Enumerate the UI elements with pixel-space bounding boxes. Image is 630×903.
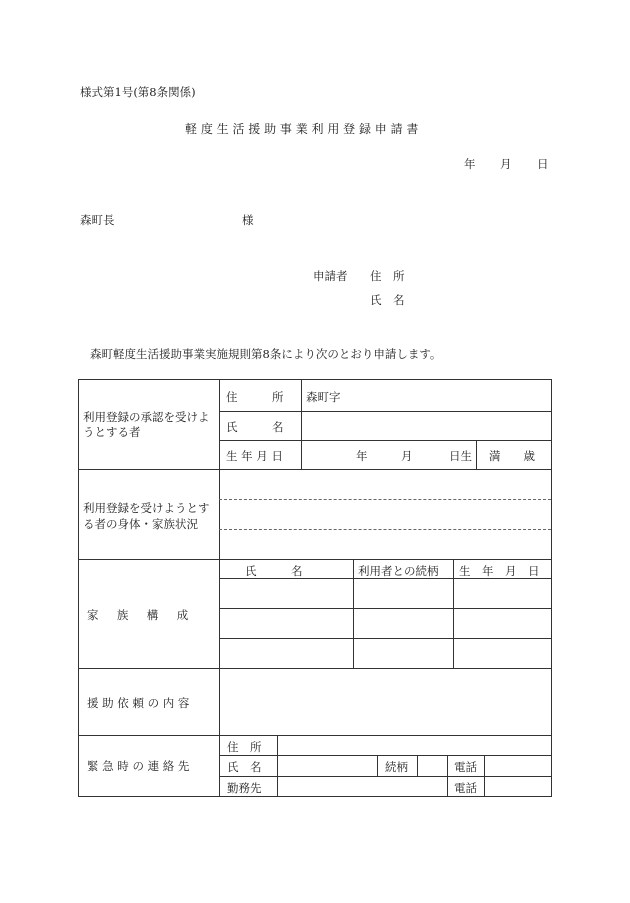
applicant-label: 申請者 [313, 269, 348, 283]
form-number: 様式第1号(第8条関係) [80, 85, 196, 99]
applicant-birth-label: 生 年 月 日 [226, 449, 283, 463]
intro-text: 森町軽度生活援助事業実施規則第8条により次のとおり申請します。 [90, 347, 442, 361]
date-year-label: 年 [464, 157, 476, 171]
form-title: 軽 度 生 活 援 助 事 業 利 用 登 録 申 請 書 [185, 122, 419, 136]
applicant-name-cell-label: 氏 名 [226, 420, 284, 434]
emergency-workplace-label: 勤務先 [227, 781, 262, 795]
emergency-address-label: 住 所 [227, 740, 262, 754]
addressee: 森町長 [80, 213, 115, 227]
date-month-label: 月 [500, 157, 512, 171]
applicant-section-label: 利用登録の承認を受けようとする者 [83, 410, 210, 439]
applicant-birth-month: 月 [401, 449, 413, 463]
emergency-relation-label: 続柄 [385, 760, 408, 774]
applicant-birth-day: 日生 [449, 449, 472, 463]
family-col-relation: 利用者との続柄 [358, 564, 439, 578]
applicant-birth-year: 年 [356, 449, 368, 463]
addressee-honorific: 様 [242, 213, 254, 227]
emergency-phone2-label: 電話 [454, 781, 477, 795]
family-col-name: 氏 名 [245, 564, 303, 578]
emergency-contact-label: 緊 急 時 の 連 絡 先 [87, 759, 190, 773]
emergency-name-label: 氏 名 [227, 760, 262, 774]
family-col-birth: 生 年 月 日 [459, 564, 540, 578]
applicant-name-label: 氏 名 [370, 293, 405, 307]
applicant-age: 満 歳 [489, 449, 535, 463]
applicant-address-label: 住 所 [370, 269, 405, 283]
family-composition-label: 家 族 構 成 [87, 608, 192, 622]
applicant-address-value: 森町字 [306, 390, 341, 404]
assistance-request-label: 援 助 依 頼 の 内 容 [87, 696, 190, 710]
emergency-phone-label: 電話 [454, 760, 477, 774]
application-form-table [78, 379, 552, 797]
date-day-label: 日 [537, 157, 549, 171]
applicant-address-cell-label: 住 所 [226, 390, 284, 404]
physical-family-status-label: 利用登録を受けようとする者の身体・家族状況 [83, 501, 210, 531]
